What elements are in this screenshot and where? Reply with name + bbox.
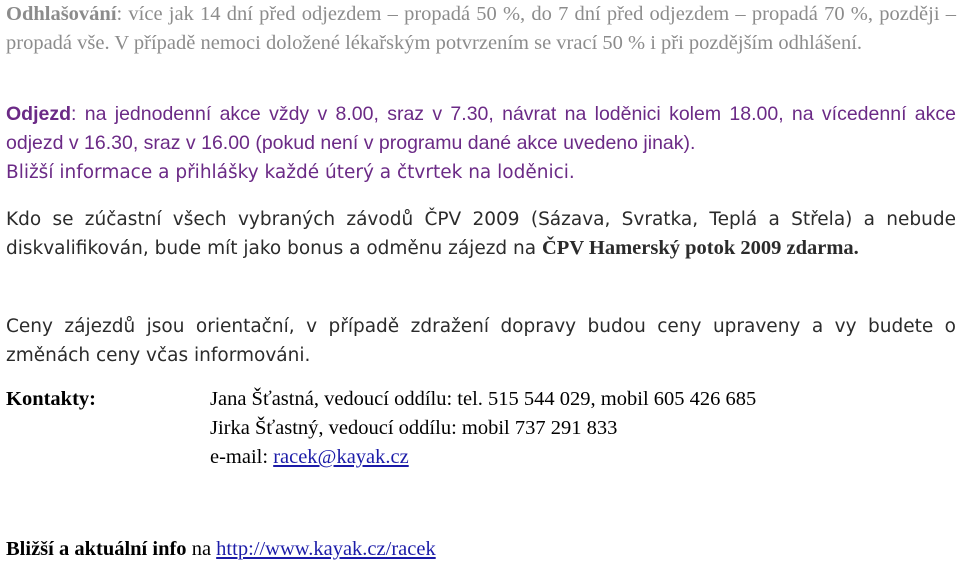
contact-email-line: [210, 443, 756, 472]
more-info-connector: na: [186, 538, 217, 560]
email-label: e-mail:: [210, 446, 274, 468]
bonus-highlight: ČPV Hamerský potok 2009 zdarma.: [542, 237, 859, 259]
contact-line-jirka: Jirka Šťastný, vedoucí oddílu: mobil 737 291 833: [210, 417, 618, 439]
cancellation-label: Odhlašování: [6, 3, 117, 25]
departure-section: [6, 100, 956, 187]
contacts-lines: [210, 385, 756, 472]
more-info-label: Bližší a aktuální info: [6, 538, 187, 560]
cancellation-text: : více jak 14 dní před odjezdem – propadá 50 %, do 7 dní před odjezdem – propadá 70 %, později – propadá vše. V případě nemoci doložené lékařským potvrzením se vrací 50 % i při pozdějším odhlášení.: [6, 3, 956, 54]
website-link[interactable]: http://www.kayak.cz/racek: [216, 538, 436, 560]
departure-paragraph: [6, 100, 956, 158]
prices-paragraph: Ceny zájezdů jsou orientační, v případě zdražení dopravy budou ceny upraveny a vy budete o změnách ceny včas informováni.: [6, 316, 956, 366]
departure-text: : na jednodenní akce vždy v 8.00, sraz v 7.30, návrat na loděnici kolem 18.00, na vícedenní akce odjezd v 16.30, sraz v 16.00 (pokud není v programu dané akce uvedeno jinak).: [6, 103, 956, 154]
more-info-line: [6, 535, 436, 564]
bonus-text: Kdo se zúčastní všech vybraných závodů ČPV 2009 (Sázava, Svratka, Teplá a Střela) a nebude diskvalifikován, bude mít jako bonus a odměnu zájezd na: [6, 209, 956, 259]
departure-label: Odjezd: [6, 103, 72, 125]
departure-info: Bližší informace a přihlášky každé úterý a čtvrtek na loděnici.: [6, 162, 575, 183]
contact-line-jana: Jana Šťastná, vedoucí oddílu: tel. 515 544 029, mobil 605 426 685: [210, 388, 757, 410]
email-link[interactable]: racek@kayak.cz: [273, 446, 409, 468]
bonus-paragraph: [6, 205, 956, 263]
cancellation-paragraph: [6, 0, 956, 58]
contacts-label: Kontakty:: [6, 388, 96, 410]
